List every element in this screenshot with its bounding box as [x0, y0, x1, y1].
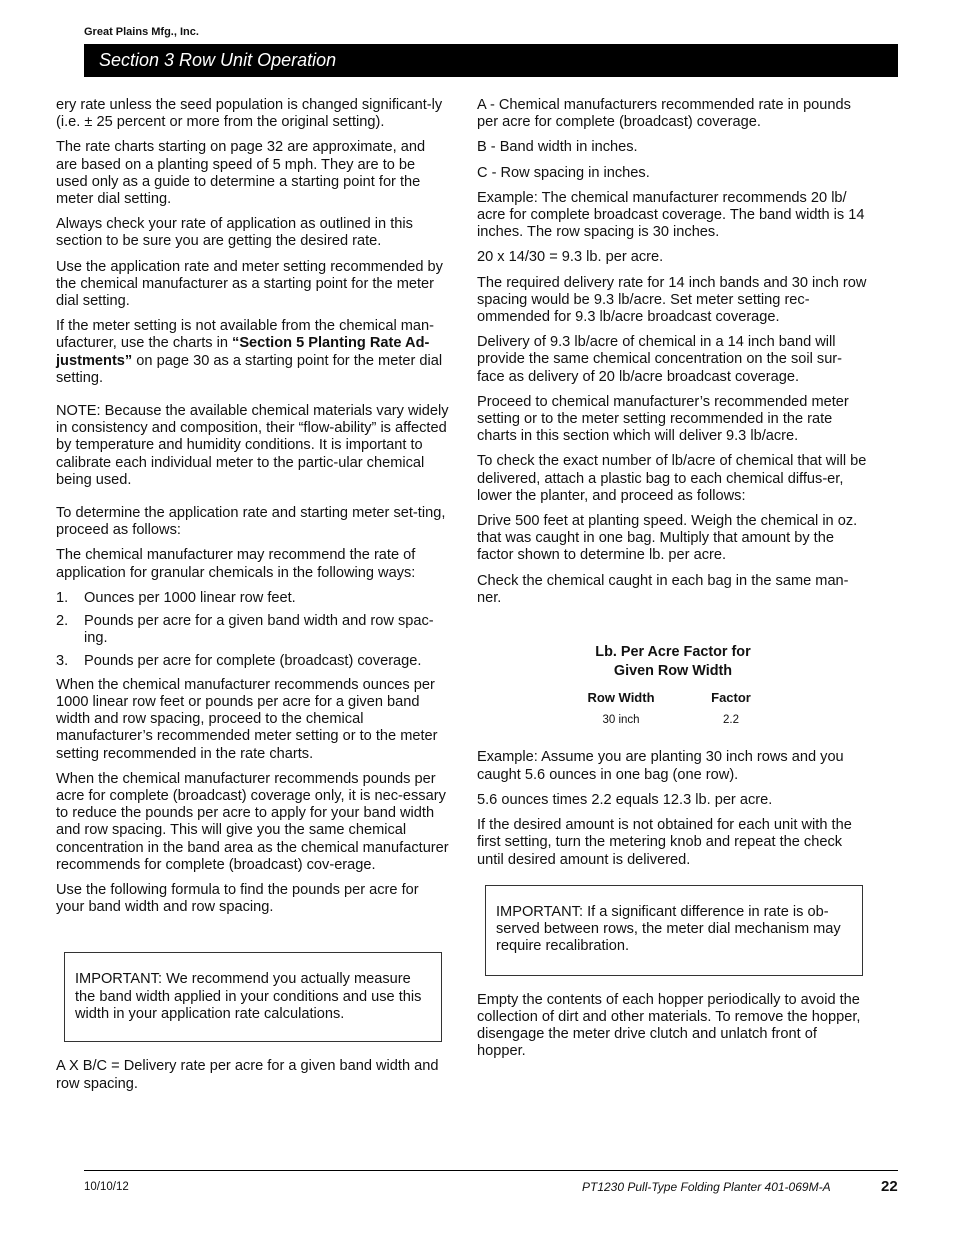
note: NOTE: Because the available chemical materials vary widely in consistency and composition, their “flow-ability” is affected by temperature and humidity conditions. It is important to calibrate each individual meter to the partic-ular chemical being used. [56, 403, 449, 488]
column-header-factor: Factor [711, 690, 751, 706]
page-number: 22 [881, 1178, 898, 1195]
paragraph: If the desired amount is not obtained for each unit with the first setting, turn the metering knob and repeat the check until desired amount is delivered. [477, 817, 852, 868]
column-header-row-width: Row Width [587, 690, 655, 706]
table-row [581, 708, 766, 733]
list-item [56, 590, 450, 607]
important-text: IMPORTANT: If a significant difference in rate is ob-served between rows, the meter dial mechanism may require recalibration. [496, 903, 841, 955]
cell-factor: 2.2 [723, 714, 739, 727]
spacer [56, 497, 450, 505]
paragraph: Proceed to chemical manufacturer’s recommended meter setting or to the meter setting recommended in the rate charts in this section which will deliver 9.3 lb/acre. [477, 393, 849, 445]
paragraph: Always check your rate of application as outlined in this section to be sure you are getting the desired rate. [56, 216, 413, 250]
section-reference-link: “Section 5 Planting Rate Ad-justments” [56, 335, 430, 369]
list-text: Pounds per acre for a given band width and row spac-ing. [84, 613, 434, 647]
formula: 20 x 14/30 = 9.3 lb. per acre. [477, 249, 664, 266]
column-spacer [661, 687, 696, 708]
important-box [485, 885, 863, 976]
paragraph: The chemical manufacturer may recommend the rate of application for granular chemicals in the following ways: [56, 547, 416, 581]
table-title-line: Lb. Per Acre Factor for [595, 644, 751, 661]
paragraph: The rate charts starting on page 32 are approximate, and are based on a planting speed of 5 mph. They are to be used only as a guide to determine a starting point for the meter dial setting. [56, 139, 426, 208]
cell-row-width: 30 inch [602, 714, 640, 727]
paragraph: Example: The chemical manufacturer recommends 20 lb/ acre for complete broadcast coverage. The band width is 14 inches. The row spacing is 30 inches. [477, 189, 865, 241]
paragraph: Example: Assume you are planting 30 inch rows and you caught 5.6 ounces in one bag (one row). [477, 749, 844, 783]
paragraph: Check the chemical caught in each bag in the same man-ner. [477, 572, 849, 606]
company-name: Great Plains Mfg., Inc. [84, 26, 199, 38]
paragraph [56, 318, 450, 387]
right-column [477, 97, 869, 1069]
paragraph: A - Chemical manufacturers recommended rate in pounds per acre for complete (broadcast) coverage. [477, 97, 851, 131]
list-text: Ounces per 1000 linear row feet. [84, 589, 296, 606]
paragraph: The required delivery rate for 14 inch bands and 30 inch row spacing would be 9.3 lb/acre. Set meter setting rec-ommended for 9.3 lb/acre broadcast coverage. [477, 274, 867, 326]
paragraph: Empty the contents of each hopper periodically to avoid the collection of dirt and other materials. To remove the hopper, disengage the meter drive clutch and unlatch front of hopper. [477, 991, 861, 1060]
list-number: 1. [56, 589, 69, 606]
list-number: 2. [56, 613, 69, 630]
paragraph: B - Band width in inches. [477, 139, 638, 156]
cell-spacer [661, 708, 696, 733]
paragraph-text: on page 30 as a starting point for the meter dial setting. [56, 352, 443, 386]
footer-date: 10/10/12 [84, 1181, 129, 1193]
paragraph-text: If the meter setting is not available from the chemical man-ufacturer, use the charts in [56, 318, 434, 352]
paragraph: Use the following formula to find the pounds per acre for your band width and row spacing. [56, 881, 419, 916]
paragraph: To check the exact number of lb/acre of chemical that will be delivered, attach a plastic bag to each chemical diffus-er, lower the planter, and proceed as follows: [477, 453, 867, 504]
factor-table [581, 687, 766, 733]
factor-table-title [477, 643, 869, 681]
formula: 5.6 ounces times 2.2 equals 12.3 lb. per acre. [477, 791, 773, 808]
list-number: 3. [56, 653, 69, 670]
list-text: Pounds per acre for complete (broadcast) coverage. [84, 653, 422, 670]
table-title-line: Given Row Width [613, 663, 733, 680]
spacer [56, 395, 450, 403]
paragraph: Drive 500 feet at planting speed. Weigh the chemical in oz. that was caught in one bag. Multiply that amount by the factor shown to determine lb. per acre. [477, 513, 858, 564]
footer-divider [84, 1170, 898, 1171]
list-item [56, 653, 450, 670]
section-header-bar [84, 44, 898, 77]
paragraph: To determine the application rate and starting meter set-ting, proceed as follows: [56, 505, 446, 539]
formula: A X B/C = Delivery rate per acre for a given band width and row spacing. [56, 1058, 439, 1092]
paragraph: When the chemical manufacturer recommends ounces per 1000 linear row feet or pounds per acre for a given band width and row spacing, proceed to the chemical manufacturer’s recommended meter setting or to the meter setting recommended in the rate charts. [56, 676, 438, 762]
footer-document-title: PT1230 Pull-Type Folding Planter 401-069M-A [582, 1180, 831, 1194]
important-box [64, 952, 442, 1042]
section-title: Section 3 Row Unit Operation [99, 50, 337, 70]
table-header-row [581, 687, 766, 708]
paragraph: Use the application rate and meter setting recommended by the chemical manufacturer as a starting point for the meter dial setting. [56, 258, 443, 310]
left-column [56, 97, 450, 1101]
paragraph: ery rate unless the seed population is changed significant-ly (i.e. ± 25 percent or more from the original setting). [56, 97, 443, 131]
paragraph: When the chemical manufacturer recommends pounds per acre for complete (broadcast) coverage only, it is nec-essary to reduce the pounds per acre to apply for your band width and row spacing. This will give you the same chemical concentration in the band area as the chemical manufacturer recommends for complete (broadcast) cov-erage. [56, 770, 449, 873]
paragraph: C - Row spacing in inches. [477, 164, 650, 181]
paragraph: Delivery of 9.3 lb/acre of chemical in a 14 inch band will provide the same chemical concentration on the soil sur-face as delivery of 20 lb/acre broadcast coverage. [477, 334, 843, 385]
numbered-list [56, 590, 450, 671]
list-item [56, 613, 450, 647]
important-text: IMPORTANT: We recommend you actually measure the band width applied in your conditions and use this width in your application rate calculations. [75, 971, 422, 1022]
